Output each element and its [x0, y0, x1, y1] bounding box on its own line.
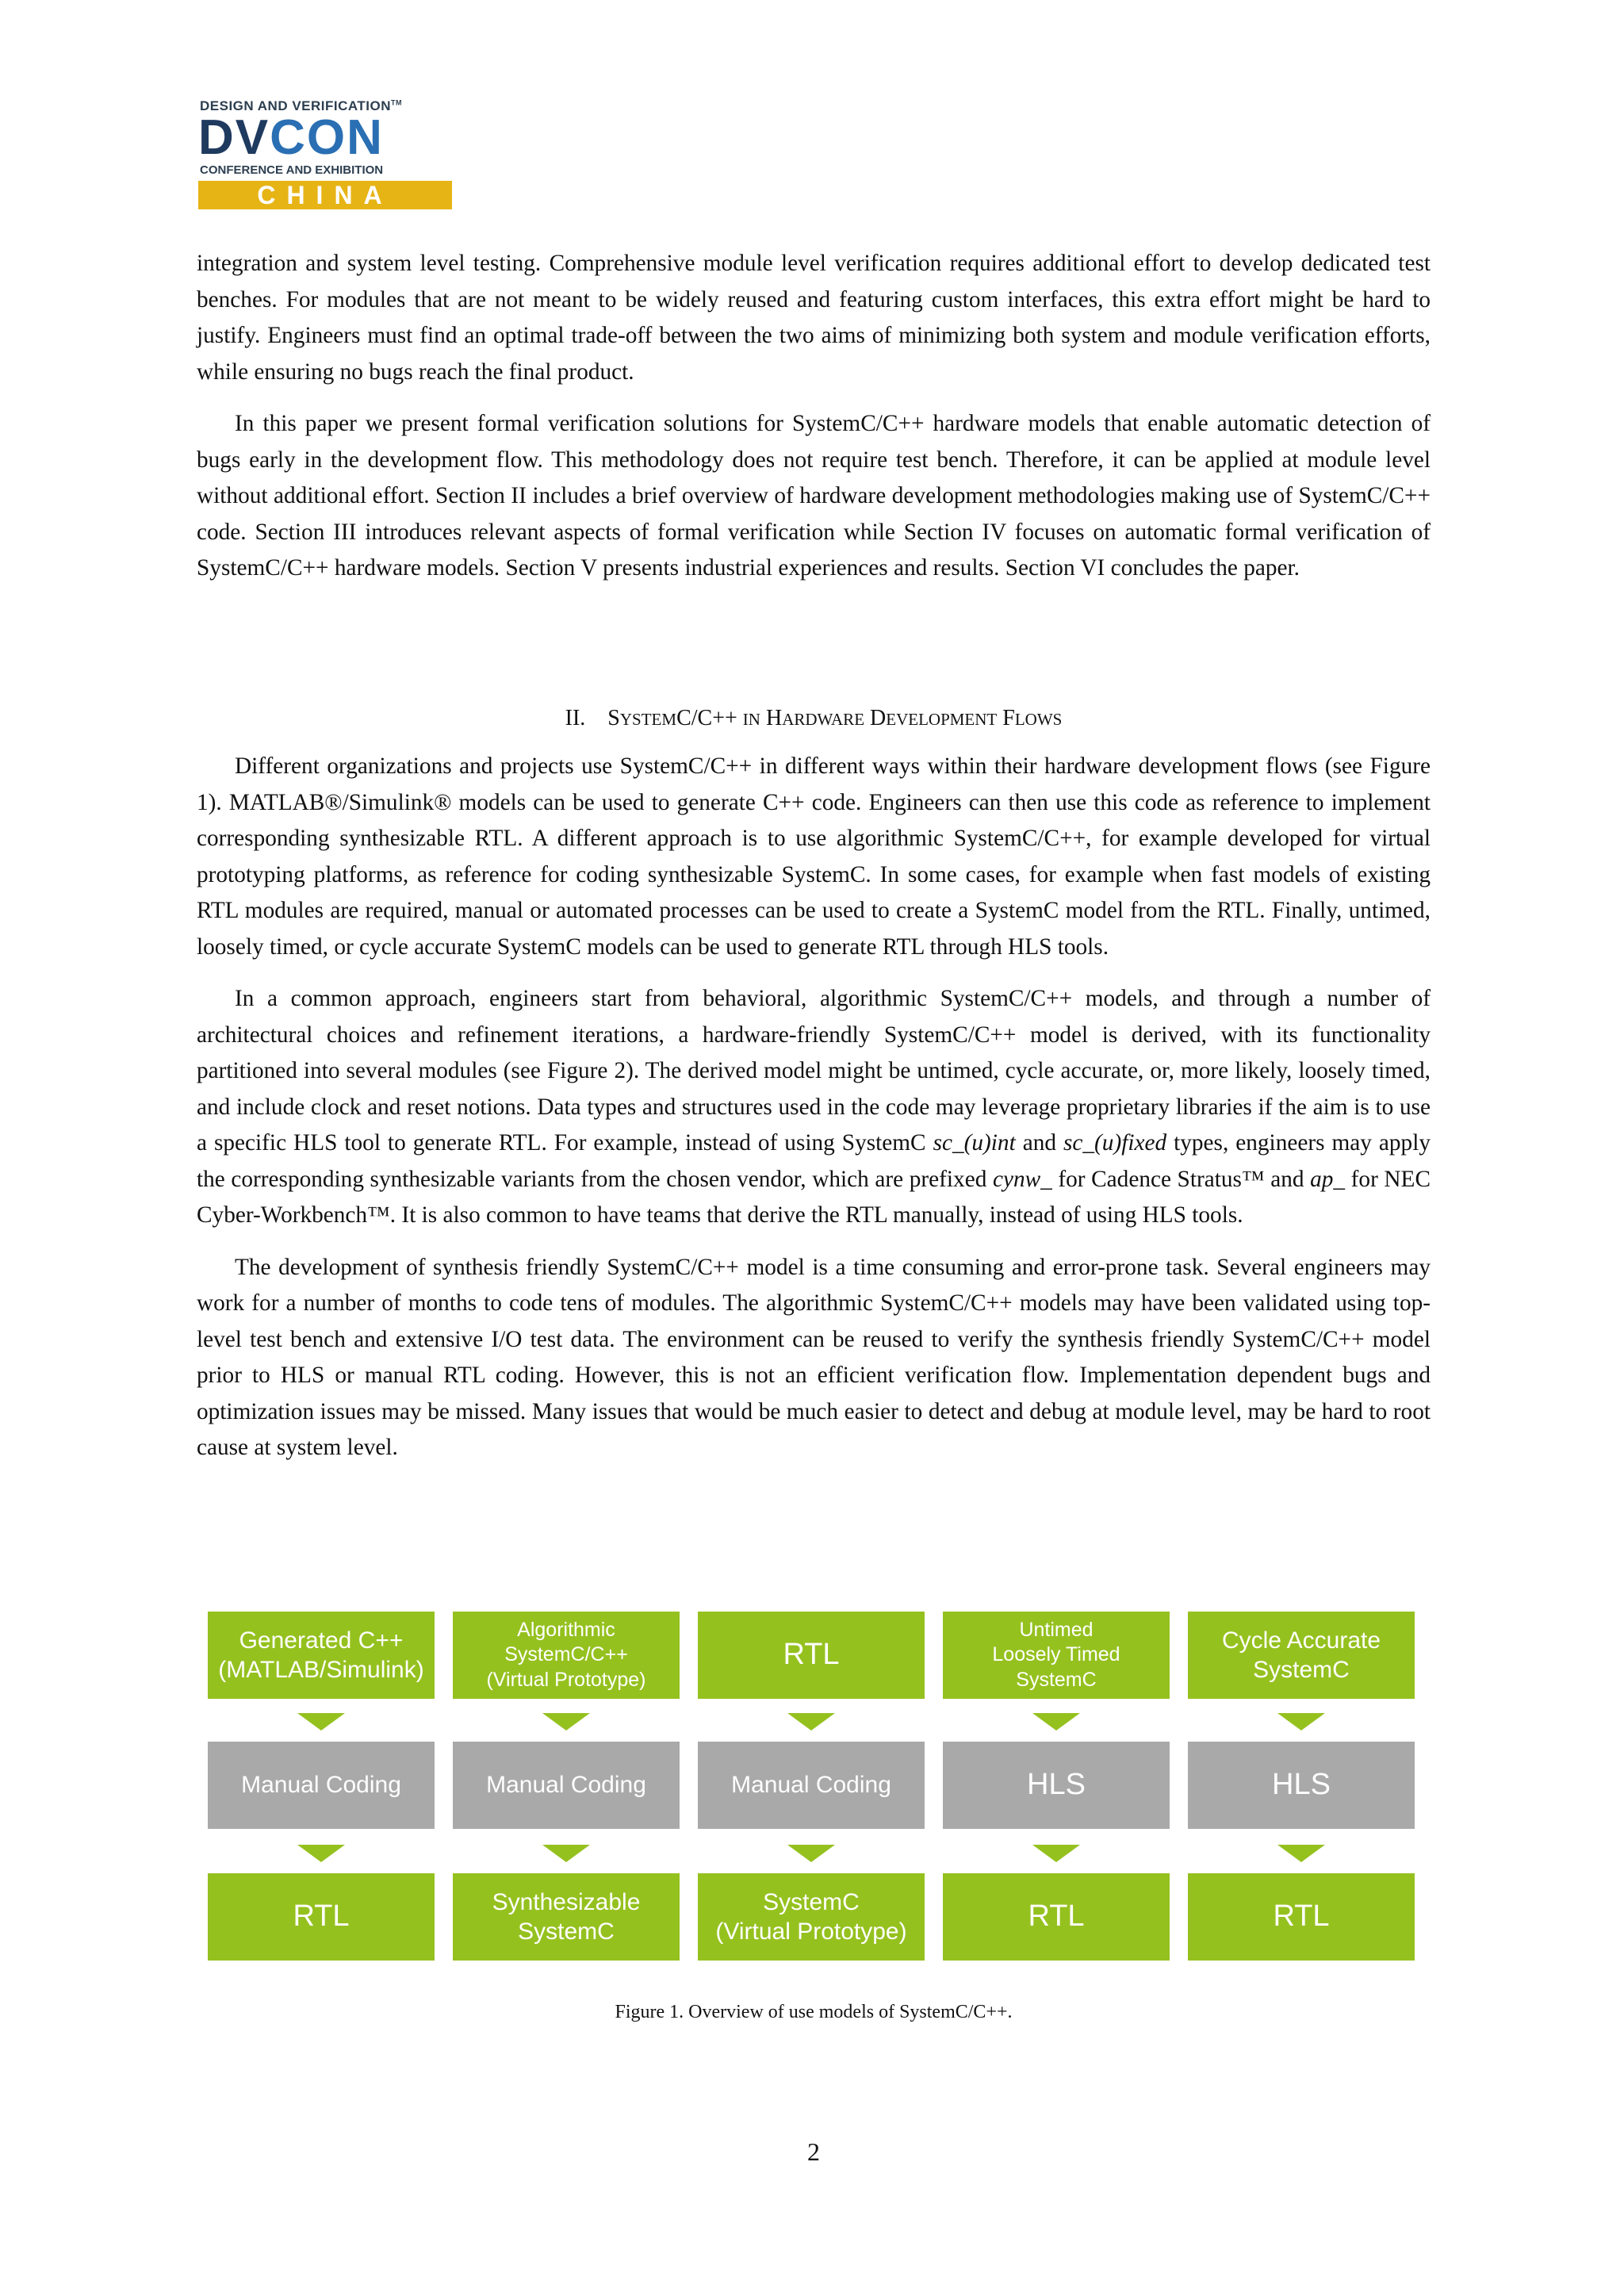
flow-column-3	[698, 1612, 925, 1961]
flow-source-box: RTL	[698, 1612, 925, 1699]
down-arrow-icon	[297, 1713, 345, 1731]
flow-source-box: Algorithmic SystemC/C++ (Virtual Prototype)	[453, 1612, 680, 1699]
figure-1-diagram	[208, 1612, 1416, 1961]
down-arrow-icon	[542, 1713, 590, 1731]
flow-target-box: SystemC (Virtual Prototype)	[698, 1873, 925, 1961]
figure-caption: Figure 1. Overview of use models of SystemC/C++.	[615, 2002, 1013, 2022]
down-arrow-icon	[542, 1845, 590, 1862]
page-number: 2	[807, 2137, 820, 2166]
dvcon-china-logo	[198, 98, 457, 209]
flow-target-box: RTL	[1188, 1873, 1415, 1961]
section-heading: II. SYSTEMC/C++ IN HARDWARE DEVELOPMENT FLOWS	[565, 706, 1063, 730]
logo-tagline: DESIGN AND VERIFICATION™	[200, 98, 403, 113]
section-body	[197, 749, 1431, 1482]
flow-process-box: Manual Coding	[453, 1742, 680, 1829]
flow-process-box: Manual Coding	[698, 1742, 925, 1829]
down-arrow-icon	[787, 1713, 835, 1731]
intro-text	[197, 246, 1431, 603]
down-arrow-icon	[787, 1845, 835, 1862]
down-arrow-icon	[1032, 1713, 1080, 1731]
section-paragraph-3: The development of synthesis friendly SystemC/C++ model is a time consuming and error-prone task. Several engineers may work for a number of months to code tens of modules. The algorithmic SystemC/C++ models may have been validated using top-level test bench and extensive I/O test data. The environment can be reused to verify the synthesis friendly SystemC/C++ model prior to HLS or manual RTL coding. However, this is not an efficient verification flow. Implementation dependent bugs and optimization issues may be missed. Many issues that would be much easier to detect and debug at module level, may be hard to root cause at system level.	[197, 1254, 1431, 1460]
flow-column-1	[208, 1612, 435, 1961]
logo-conference-text: CONFERENCE AND EXHIBITION	[200, 163, 384, 177]
flow-target-box: Synthesizable SystemC	[453, 1873, 680, 1961]
flow-column-2	[453, 1612, 680, 1961]
flow-column-4	[943, 1612, 1170, 1961]
down-arrow-icon	[1277, 1713, 1325, 1731]
down-arrow-icon	[1277, 1845, 1325, 1862]
flow-process-box: Manual Coding	[208, 1742, 435, 1829]
section-number: II.	[565, 706, 586, 730]
flow-target-box: RTL	[208, 1873, 435, 1961]
flow-source-box: Cycle Accurate SystemC	[1188, 1612, 1415, 1699]
intro-paragraph-2: In this paper we present formal verification solutions for SystemC/C++ hardware models that enable automatic detection of bugs early in the development flow. This methodology does not require test bench. Therefore, it can be applied at module level without additional effort. Section II includes a brief overview of hardware development methodologies making use of SystemC/C++ code. Section III introduces relevant aspects of formal verification while Section IV focuses on automatic formal verification of SystemC/C++ hardware models. Section V presents industrial experiences and results. Section VI concludes the paper.	[197, 411, 1431, 581]
section-paragraph-1: Different organizations and projects use SystemC/C++ in different ways within their hardware development flows (see Figure 1). MATLAB®/Simulink® models can be used to generate C++ code. Engineers can then use this code as reference to implement corresponding synthesizable RTL. A different approach is to use algorithmic SystemC/C++, for example developed for virtual prototyping platforms, as reference for coding synthesizable SystemC. In some cases, for example when fast models of existing RTL modules are required, manual or automated processes can be used to create a SystemC model from the RTL. Finally, untimed, loosely timed, or cycle accurate SystemC models can be used to generate RTL through HLS tools.	[197, 753, 1431, 960]
flow-source-box: Generated C++ (MATLAB/Simulink)	[208, 1612, 435, 1699]
intro-paragraph-1: integration and system level testing. Comprehensive module level verification requires additional effort to develop dedicated test benches. For modules that are not meant to be widely reused and featuring custom interfaces, this extra effort might be hard to justify. Engineers must find an optimal trade-off between the two aims of minimizing both system and module verification efforts, while ensuring no bugs reach the final product.	[197, 251, 1431, 385]
section-paragraph-2: In a common approach, engineers start from behavioral, algorithmic SystemC/C++ models, and through a number of architectural choices and refinement iterations, a hardware-friendly SystemC/C++ model is derived, with its functionality partitioned into several modules (see Figure 2). The derived model might be untimed, cycle accurate, or, more likely, loosely timed, and include clock and reset notions. Data types and structures used in the code may leverage proprietary libraries if the aim is to use a specific HLS tool to generate RTL. For example, instead of using SystemC sc_(u)int and sc_(u)fixed types, engineers may apply the corresponding synthesizable variants from the chosen vendor, which are prefixed cynw_ for Cadence Stratus™ and ap_ for NEC Cyber-Workbench™. It is also common to have teams that derive the RTL manually, instead of using HLS tools.	[197, 986, 1431, 1228]
flow-source-box: Untimed Loosely Timed SystemC	[943, 1612, 1170, 1699]
logo-region-banner: CHINA	[198, 181, 452, 209]
flow-process-box: HLS	[1188, 1742, 1415, 1829]
flow-target-box: RTL	[943, 1873, 1170, 1961]
flow-column-5	[1188, 1612, 1415, 1961]
logo-wordmark: DVCON	[198, 110, 384, 165]
down-arrow-icon	[297, 1845, 345, 1862]
down-arrow-icon	[1032, 1845, 1080, 1862]
flow-process-box: HLS	[943, 1742, 1170, 1829]
